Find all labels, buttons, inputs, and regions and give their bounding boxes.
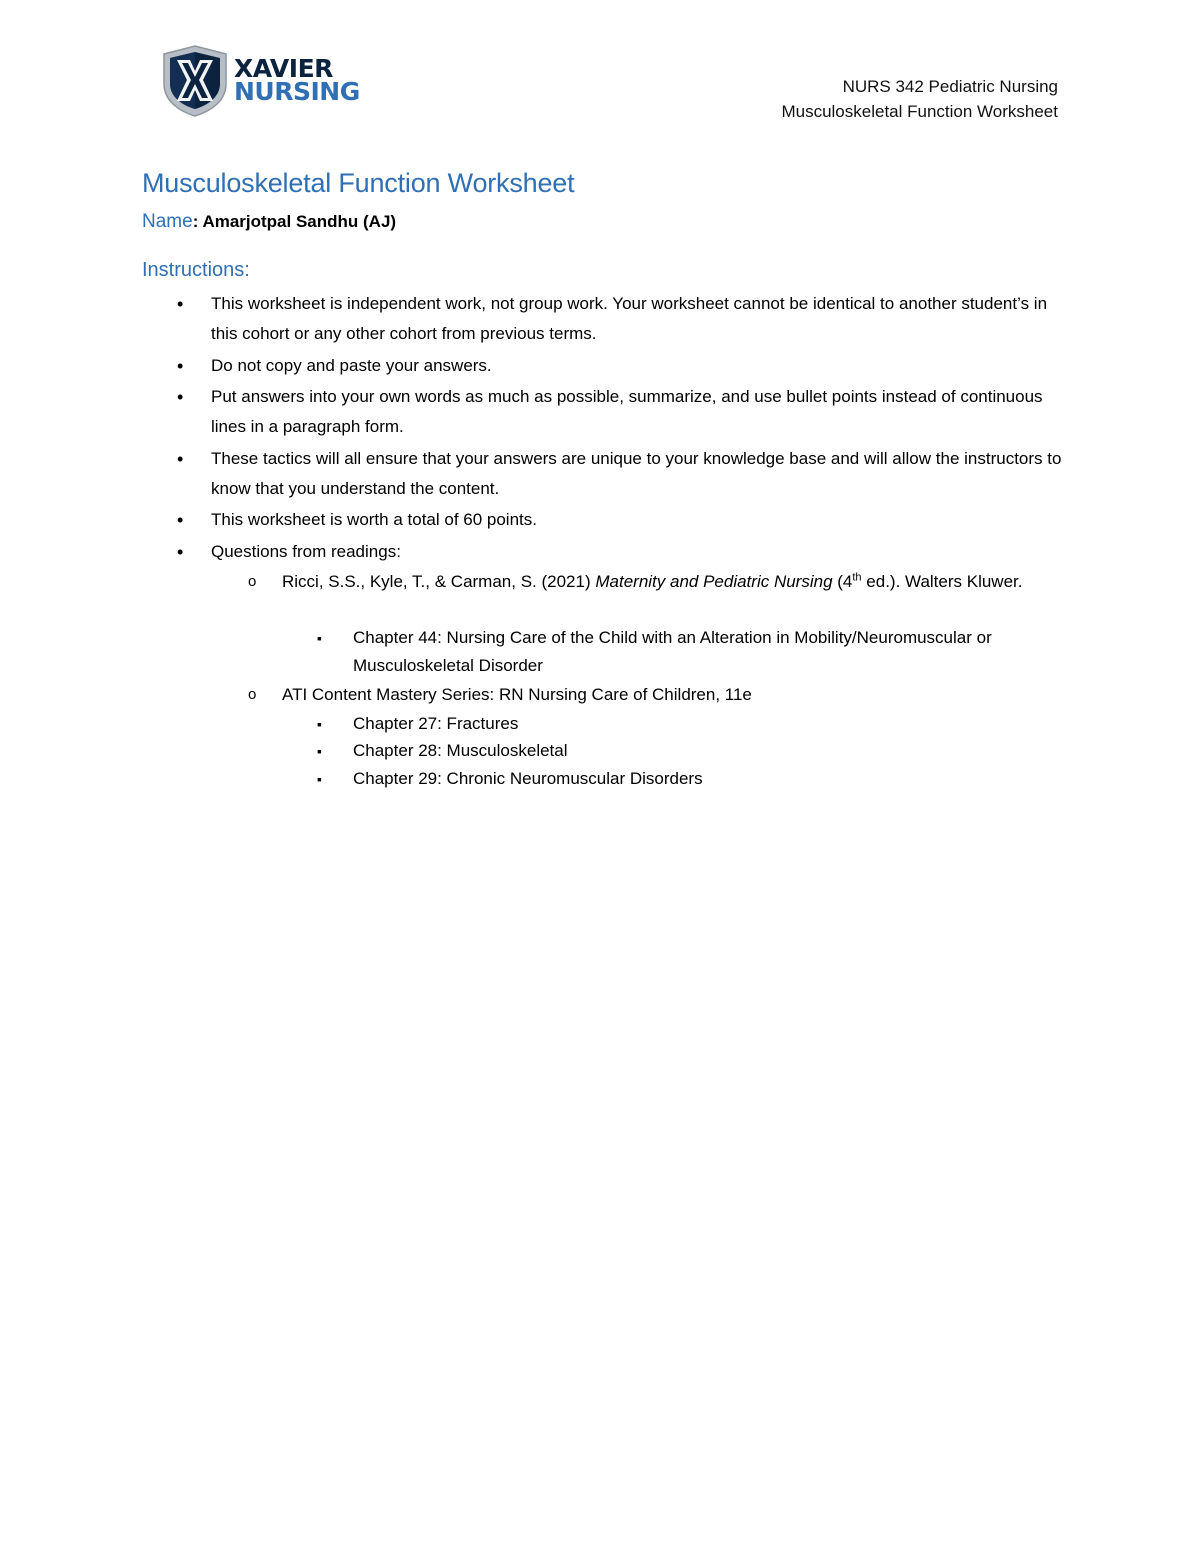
instruction-item: • This worksheet is independent work, not group work. Your worksheet cannot be identical to another student’s in this cohort or any other cohort from previous terms. <box>211 289 1071 349</box>
ricci-edition-open: (4 <box>832 572 853 591</box>
page-title: Musculoskeletal Function Worksheet <box>142 168 575 198</box>
instruction-item: • Put answers into your own words as much as possible, summarize, and use bullet points instead of continuous lines in a paragraph form. <box>211 382 1071 442</box>
instructions-heading: Instructions: <box>142 259 250 281</box>
instruction-item: • This worksheet is worth a total of 60 points. <box>211 505 1071 535</box>
reading-ricci <box>282 568 1072 596</box>
instruction-item: • These tactics will all ensure that your answers are unique to your knowledge base and will allow the instructors to know that you understand the content. <box>211 444 1071 504</box>
reading-chapter: ▪ Chapter 29: Chronic Neuromuscular Disorders <box>353 765 1073 793</box>
reading-chapter: ▪ Chapter 44: Nursing Care of the Child with an Alteration in Mobility/Neuromuscular or Musculoskeletal Disorder <box>353 624 1073 680</box>
ricci-edition-close: ed.). Walters Kluwer. <box>861 572 1023 591</box>
name-value: : Amarjotpal Sandhu (AJ) <box>192 212 397 231</box>
reading-chapter: ▪ Chapter 27: Fractures <box>353 710 1073 738</box>
reading-chapter: ▪ Chapter 28: Musculoskeletal <box>353 737 1073 765</box>
logo-word-nursing: NURSING <box>234 77 360 106</box>
instruction-item: • Do not copy and paste your answers. <box>211 351 1071 381</box>
ricci-edition-sup: th <box>852 571 862 584</box>
header-doc-title: Musculoskeletal Function Worksheet <box>781 102 1058 121</box>
ricci-book-title: Maternity and Pediatric Nursing <box>595 572 833 591</box>
page-header <box>781 74 1058 124</box>
logo-word-xavier: XAVIER <box>234 54 333 83</box>
name-line <box>142 211 396 233</box>
shield-emblem-icon <box>160 44 230 118</box>
header-course: NURS 342 Pediatric Nursing <box>842 77 1058 96</box>
ricci-authors: Ricci, S.S., Kyle, T., & Carman, S. (2021) <box>282 572 596 591</box>
name-label: Name <box>142 211 193 232</box>
reading-ati: o ATI Content Mastery Series: RN Nursing Care of Children, 11e <box>282 681 1072 709</box>
instruction-item: • Questions from readings: <box>211 537 1071 567</box>
xavier-nursing-logo <box>160 44 360 118</box>
